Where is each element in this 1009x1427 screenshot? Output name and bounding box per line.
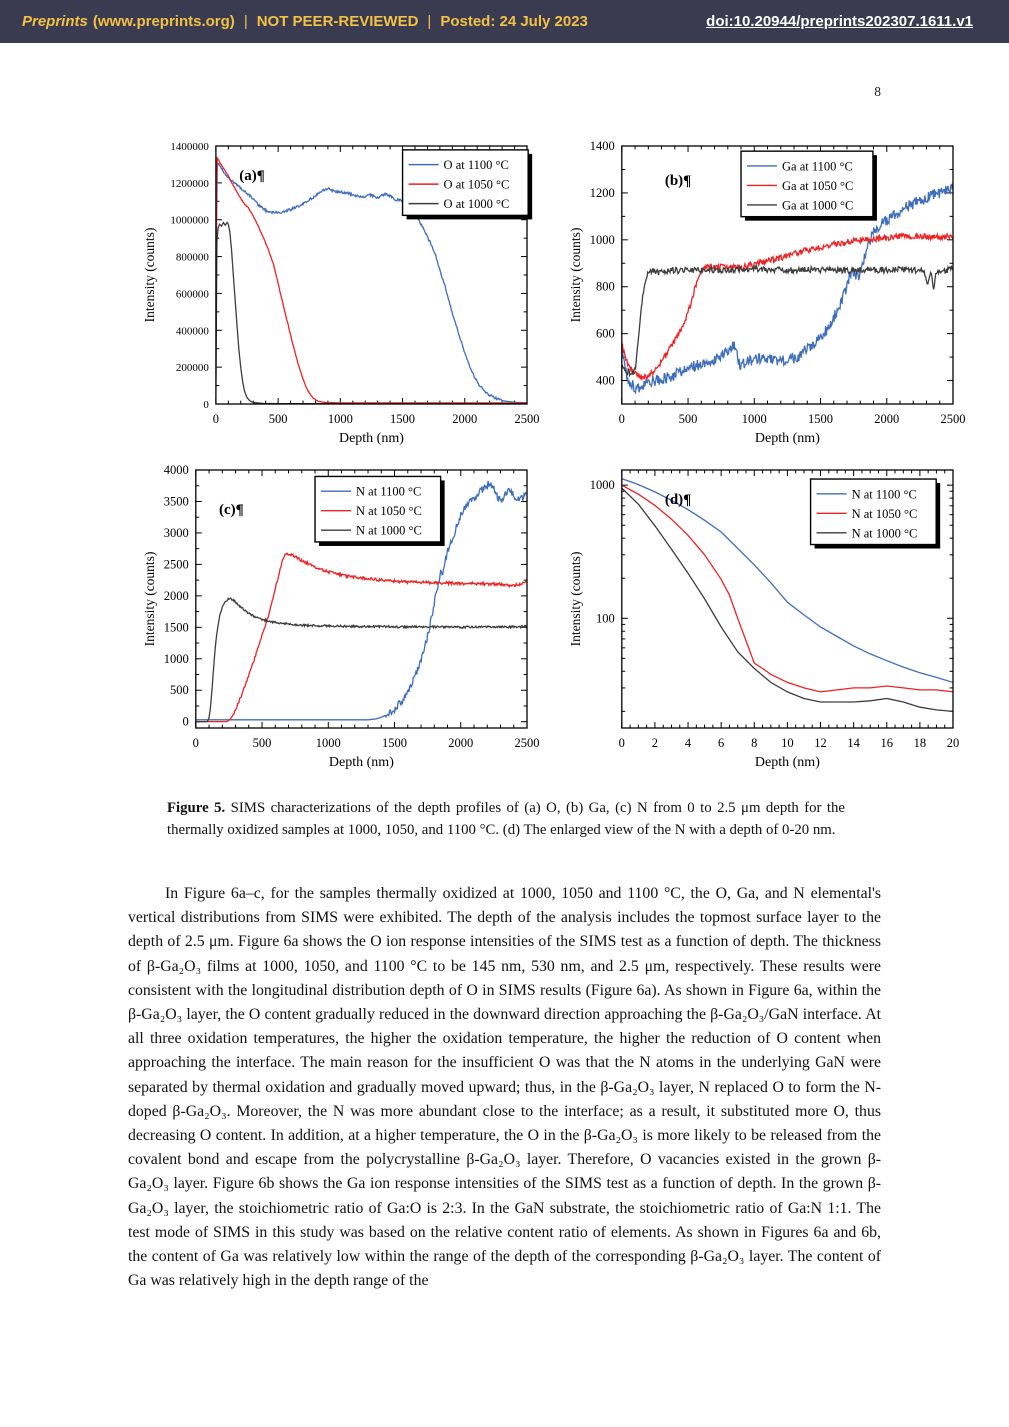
axis-tick-label: 1200 [589, 185, 615, 200]
axis-tick-label: 200000 [175, 362, 209, 375]
axis-tick-label: 2500 [940, 412, 966, 426]
header-bar [0, 0, 1009, 43]
axis-tick-label: 400 [596, 373, 615, 388]
figure-caption [167, 797, 845, 841]
chart-panel-c [140, 460, 540, 778]
panel-label: (d)¶ [664, 491, 692, 508]
chart-c-canvas [140, 460, 540, 778]
axis-tick-label: 12 [814, 736, 827, 750]
body-paragraph: In Figure 6a–c, for the samples thermally oxidized at 1000, 1050 and 1100 °C, the O, Ga, and N elemental's vertical distributions from SIMS were exhibited. The depth of the analysis includes the topmost surface layer to the depth of 2.5 μm. Figure 6a shows the O ion response intensities of the SIMS test as a function of depth. The thickness of β-Ga₂O₃ films at 1000, 1050, and 1100 °C to be 145 nm, 530 nm, and 2.5 μm, respectively. These results were consistent with the longitudinal distribution depth of O in SIMS results (Figure 6a). As shown in Figure 6a, within the β-Ga₂O₃ layer, the O content gradually reduced in the downward direction approaching the β-Ga₂O₃/GaN interface. At all three oxidation temperatures, the higher the oxidation temperature, the higher the reduction of O content when approaching the interface. The main reason for the insufficient O was that the N atoms in the underlying GaN were separated by thermal oxidation and gradually moved upward; thus, in the β-Ga₂O₃ layer, N replaced O to form the N-doped β-Ga₂O₃. Moreover, the N was more abundant close to the interface; as a result, it substituted more O, thus decreasing O content. In addition, at a higher temperature, the O in the β-Ga₂O₃ is more likely to be released from the covalent bond and escape from the polycrystalline β-Ga₂O₃ layer. Therefore, O vacancies existed in the grown β-Ga₂O₃ layer. Figure 6b shows the Ga ion response intensities of the SIMS test as a function of depth. In the grown β-Ga₂O₃ layer, the stoichiometric ratio of Ga:O is 2:3. In the GaN substrate, the stoichiometric ratio of Ga:N 1:1. The test mode of SIMS in this study was based on the relative content ratio of elements. As shown in Figures 6a and 6b, the content of Ga was relatively low within the range of the depth of the corresponding β-Ga₂O₃ layer. The content of Ga was relatively high in the depth range of the [128, 885, 881, 1290]
axis-tick-label: 3000 [163, 525, 189, 540]
axis-tick-label: 3500 [163, 494, 189, 509]
legend-label: Ga at 1000 °C [782, 198, 854, 213]
axis-tick-label: 600000 [175, 288, 209, 301]
y-axis-label: Intensity (counts) [568, 227, 583, 323]
axis-tick-label: 500 [268, 412, 288, 426]
panel-label: (a)¶ [239, 167, 265, 184]
chart-b-canvas [566, 136, 966, 454]
figure-caption-label: Figure 5. [167, 800, 226, 816]
axis-tick-label: 2500 [514, 736, 540, 750]
x-axis-label: Depth (nm) [754, 755, 820, 770]
axis-tick-label: 1500 [163, 620, 189, 635]
legend-label: O at 1050 °C [443, 177, 510, 192]
axis-tick-label: 0 [618, 412, 625, 426]
axis-tick-label: 2000 [874, 412, 900, 426]
figure-5 [140, 136, 968, 778]
legend [403, 150, 533, 220]
axis-tick-label: 6 [718, 736, 725, 750]
axis-tick-label: 1400000 [170, 141, 209, 153]
axis-tick-label: 2000 [163, 588, 189, 603]
axis-tick-label: 4000 [163, 463, 189, 477]
axis-tick-label: 1500 [382, 736, 408, 750]
axis-tick-label: 800 [596, 279, 615, 294]
legend-label: N at 1100 °C [851, 487, 917, 502]
chart-panel-a [140, 136, 540, 454]
doi-link[interactable]: doi:10.20944/preprints202307.1611.v1 [706, 13, 973, 30]
axis-tick-label: 400000 [175, 325, 209, 338]
x-axis-label: Depth (nm) [754, 431, 820, 446]
header-left [22, 13, 588, 30]
axis-tick-label: 20 [946, 736, 960, 750]
axis-tick-label: 1000 [589, 478, 615, 493]
legend-label: N at 1050 °C [356, 504, 422, 519]
y-axis-label: Intensity (counts) [142, 227, 157, 323]
axis-tick-label: 1000000 [170, 214, 209, 227]
legend-label: Ga at 1050 °C [782, 178, 854, 193]
legend-label: O at 1100 °C [443, 158, 509, 173]
axis-tick-label: 18 [913, 736, 927, 750]
preprints-url: (www.preprints.org) [92, 13, 235, 30]
axis-tick-label: 4 [684, 736, 692, 750]
axis-tick-label: 100 [596, 611, 615, 626]
chart-panel-b [566, 136, 966, 454]
posted-date: Posted: 24 July 2023 [440, 13, 588, 30]
legend-label: Ga at 1100 °C [782, 159, 853, 174]
page-number: 8 [874, 84, 881, 99]
axis-tick-label: 16 [880, 736, 894, 750]
axis-tick-label: 0 [182, 714, 189, 729]
legend-label: N at 1000 °C [851, 526, 918, 541]
legend-label: N at 1100 °C [356, 484, 422, 499]
axis-tick-label: 1400 [589, 139, 615, 153]
axis-tick-label: 500 [170, 683, 189, 698]
axis-tick-label: 8 [751, 736, 758, 750]
axis-tick-label: 500 [678, 412, 698, 426]
legend-label: N at 1000 °C [356, 523, 422, 538]
axis-tick-label: 600 [596, 326, 615, 341]
panel-label: (c)¶ [218, 502, 244, 519]
legend-label: N at 1050 °C [851, 506, 918, 521]
axis-tick-label: 1000 [327, 412, 353, 426]
axis-tick-label: 2 [651, 736, 659, 750]
axis-tick-label: 1500 [390, 412, 416, 426]
legend [315, 476, 445, 546]
chart-a-canvas [140, 136, 540, 454]
figure-caption-text: SIMS characterizations of the depth profiles of (a) O, (b) Ga, (c) N from 0 to 2.5 μm depth for the thermally oxidized samples at 1000, 1050, and 1100 °C. (d) The enlarged view of the N with a depth of 0-20 nm. [167, 800, 845, 838]
header-separator: | [427, 13, 432, 30]
axis-tick-label: 500 [252, 736, 272, 750]
axis-tick-label: 1200000 [170, 177, 209, 190]
axis-tick-label: 1000 [163, 651, 189, 666]
axis-tick-label: 0 [192, 736, 199, 750]
axis-tick-label: 0 [212, 412, 220, 426]
legend [811, 479, 941, 549]
peer-review-status: NOT PEER-REVIEWED [256, 13, 419, 30]
axis-tick-label: 0 [618, 736, 625, 750]
legend-label: O at 1000 °C [443, 197, 510, 212]
axis-tick-label: 0 [203, 399, 209, 411]
axis-tick-label: 1000 [741, 412, 767, 426]
legend [741, 151, 877, 221]
axis-tick-label: 800000 [175, 251, 209, 264]
axis-tick-label: 14 [847, 736, 860, 750]
chart-d-canvas [566, 460, 966, 778]
axis-tick-label: 1000 [589, 232, 615, 247]
chart-panel-d [566, 460, 966, 778]
preprints-brand: Preprints [22, 13, 88, 30]
axis-tick-label: 2500 [514, 412, 540, 426]
y-axis-label: Intensity (counts) [568, 551, 583, 647]
panel-label: (b)¶ [664, 172, 692, 189]
x-axis-label: Depth (nm) [338, 431, 404, 446]
axis-tick-label: 2000 [448, 736, 474, 750]
header-separator: | [243, 13, 248, 30]
y-axis-label: Intensity (counts) [142, 551, 157, 647]
axis-tick-label: 1500 [808, 412, 834, 426]
axis-tick-label: 2500 [163, 557, 189, 572]
axis-tick-label: 2000 [452, 412, 478, 426]
axis-tick-label: 10 [781, 736, 794, 750]
axis-tick-label: 1000 [315, 736, 341, 750]
x-axis-label: Depth (nm) [328, 755, 394, 770]
